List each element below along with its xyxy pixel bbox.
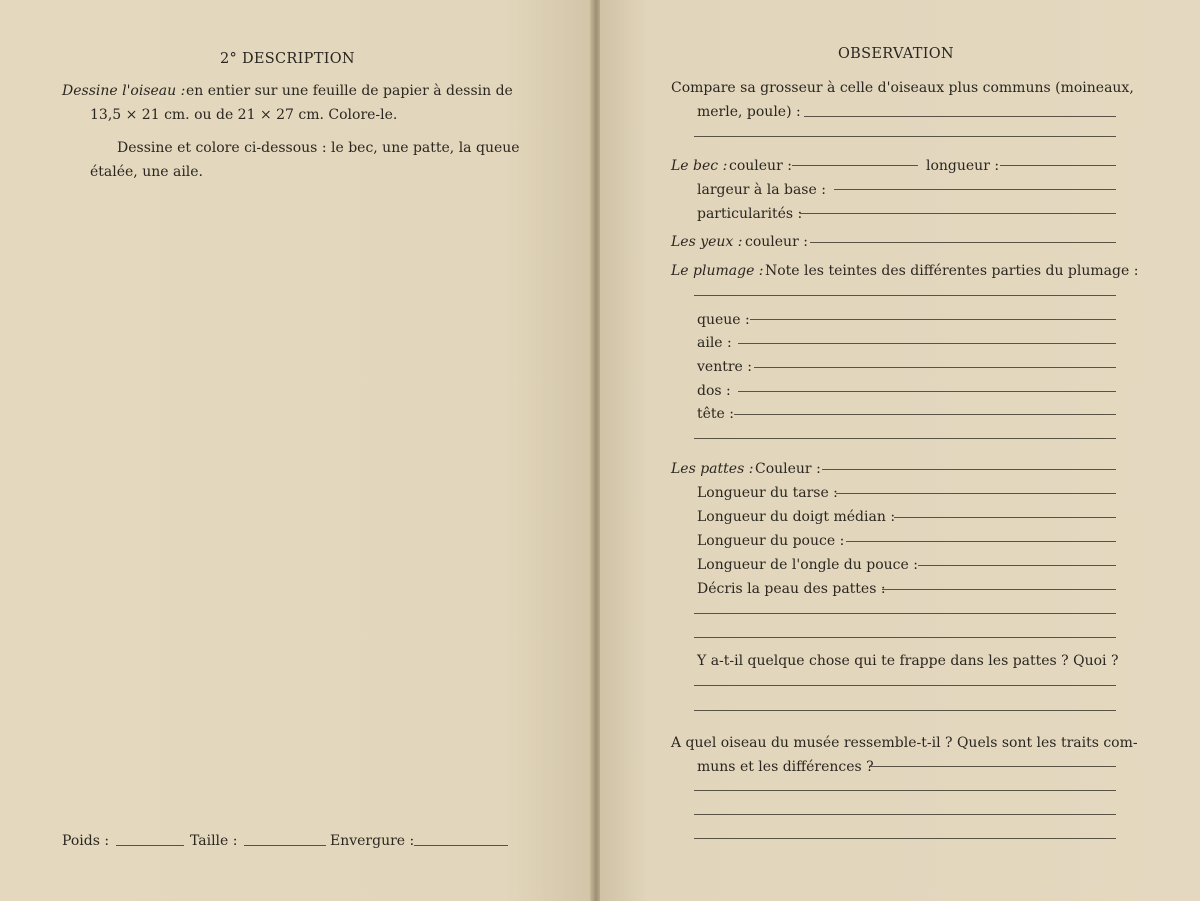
tete-label: tête :: [697, 406, 734, 422]
poids-line: [116, 845, 184, 846]
musee-line-a: [694, 790, 1116, 791]
doigt-line: [894, 517, 1116, 518]
plumage-text: Note les teintes des différentes parties du plumage :: [765, 263, 1139, 279]
queue-label: queue :: [697, 312, 750, 328]
tarse-line: [836, 493, 1116, 494]
yeux-couleur-line: [810, 242, 1116, 243]
left-heading: 2° DESCRIPTION: [220, 51, 355, 67]
doigt-label: Longueur du doigt médian :: [697, 509, 896, 525]
taille-line: [244, 845, 326, 846]
bec-particularites-line: [800, 213, 1116, 214]
musee-line-c: [694, 838, 1116, 839]
frappe-line-1: [694, 685, 1116, 686]
frappe-question: Y a-t-il quelque chose qui te frappe dans les pattes ? Quoi ?: [697, 653, 1119, 669]
dessine-line-1: en entier sur une feuille de papier à dessin de: [186, 83, 513, 99]
plumage-line: [694, 295, 1116, 296]
right-page: [600, 0, 1200, 901]
envergure-label: Envergure :: [330, 833, 415, 849]
aile-line: [738, 343, 1116, 344]
pouce-label: Longueur du pouce :: [697, 533, 845, 549]
bec-longueur-label: longueur :: [926, 158, 1000, 174]
pattes-couleur-label: Couleur :: [755, 461, 821, 477]
dessine-label: Dessine l'oiseau :: [62, 83, 186, 99]
bec-couleur-line: [792, 165, 918, 166]
poids-label: Poids :: [62, 833, 110, 849]
aile-label: aile :: [697, 335, 732, 351]
left-page: [0, 0, 592, 901]
ventre-label: ventre :: [697, 359, 752, 375]
tarse-label: Longueur du tarse :: [697, 485, 838, 501]
colore-line-2: étalée, une aile.: [90, 164, 204, 180]
plumage-label: Le plumage :: [671, 263, 764, 279]
peau-extra-line-1: [694, 613, 1116, 614]
musee-line-b: [694, 814, 1116, 815]
dos-label: dos :: [697, 383, 731, 399]
envergure-line: [414, 845, 508, 846]
taille-label: Taille :: [190, 833, 238, 849]
compare-answer-line: [804, 116, 1116, 117]
dos-line: [738, 391, 1116, 392]
compare-extra-line: [694, 136, 1116, 137]
peau-label: Décris la peau des pattes :: [697, 581, 886, 597]
musee-answer-line: [870, 766, 1116, 767]
bec-largeur-label: largeur à la base :: [697, 182, 826, 198]
yeux-label: Les yeux :: [671, 234, 743, 250]
musee-line-2: muns et les différences ?: [697, 759, 874, 775]
pattes-label: Les pattes :: [671, 461, 754, 477]
compare-line-1: Compare sa grosseur à celle d'oiseaux plus communs (moineaux,: [671, 80, 1134, 96]
tete-line: [734, 414, 1116, 415]
yeux-couleur-label: couleur :: [745, 234, 808, 250]
ongle-line: [918, 565, 1116, 566]
bec-label: Le bec :: [671, 158, 728, 174]
pouce-line: [846, 541, 1116, 542]
dessine-line-2: 13,5 × 21 cm. ou de 21 × 27 cm. Colore-le.: [90, 107, 398, 123]
plumage-extra-line: [694, 438, 1116, 439]
ventre-line: [754, 367, 1116, 368]
ongle-label: Longueur de l'ongle du pouce :: [697, 557, 918, 573]
pattes-couleur-line: [822, 469, 1116, 470]
colore-line-1: Dessine et colore ci-dessous : le bec, une patte, la queue: [117, 140, 520, 156]
queue-line: [750, 319, 1116, 320]
right-heading: OBSERVATION: [838, 46, 954, 62]
peau-extra-line-2: [694, 637, 1116, 638]
bec-largeur-line: [834, 189, 1116, 190]
bec-couleur-label: couleur :: [729, 158, 792, 174]
peau-line: [882, 589, 1116, 590]
bec-particularites-label: particularités :: [697, 206, 803, 222]
compare-line-2: merle, poule) :: [697, 104, 801, 120]
bec-longueur-line: [1000, 165, 1116, 166]
musee-line-1: A quel oiseau du musée ressemble-t-il ? Quels sont les traits com-: [671, 735, 1138, 751]
frappe-line-2: [694, 710, 1116, 711]
